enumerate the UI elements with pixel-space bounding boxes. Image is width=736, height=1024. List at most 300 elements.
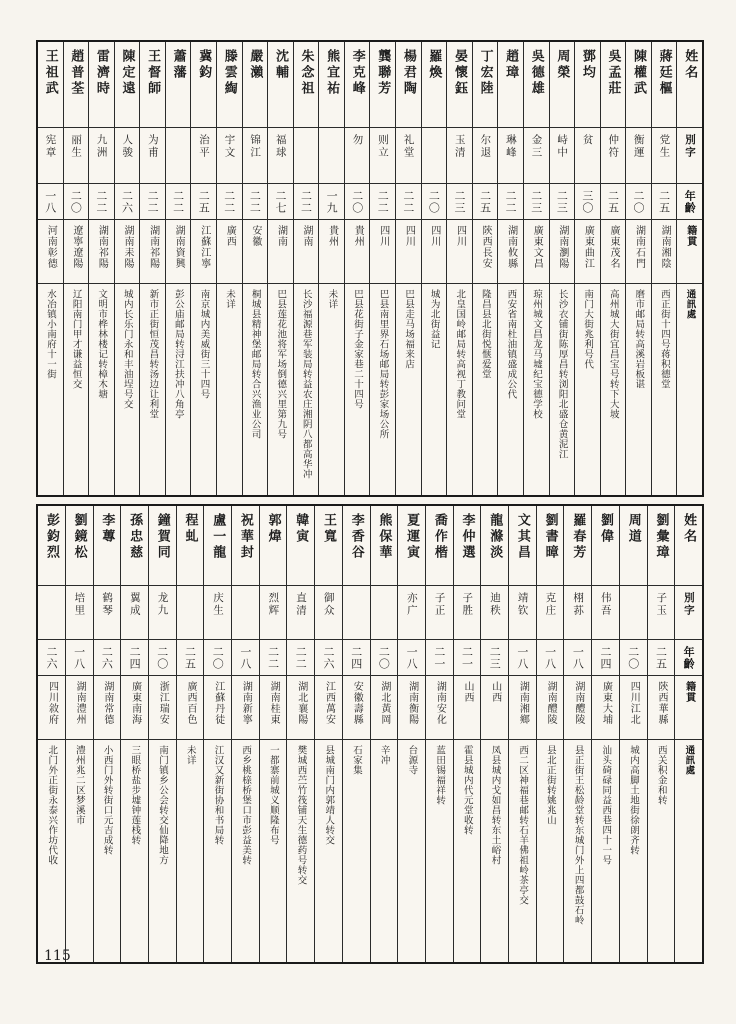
person-native-place: 湖南 (301, 225, 313, 247)
address-cell (319, 284, 344, 495)
name-cell (38, 506, 65, 586)
entry-column (574, 42, 600, 495)
name-cell (620, 506, 647, 586)
native-place-cell (564, 676, 591, 740)
address-cell (38, 284, 63, 495)
native-place-cell (121, 676, 148, 740)
name-cell (537, 506, 564, 586)
person-name: 吳德雄 (528, 49, 544, 97)
person-age: 二二 (266, 645, 280, 670)
entry-column (342, 506, 370, 962)
age-cell (149, 640, 176, 676)
person-age: 二四 (349, 645, 363, 670)
person-courtesy-name: 礼堂 (402, 134, 415, 159)
name-cell (422, 42, 447, 128)
person-age: 一八 (571, 645, 585, 670)
name-cell (575, 42, 600, 128)
address-cell (294, 284, 319, 495)
entry-column (93, 506, 121, 962)
address-cell (287, 740, 314, 962)
address-cell (447, 284, 472, 495)
person-address: 巴县花街子金家巷二十四号 (351, 289, 363, 409)
native-place-cell (315, 676, 342, 740)
entry-column (293, 42, 319, 495)
age-cell (64, 184, 89, 220)
person-native-place: 浙江瑞安 (157, 681, 169, 725)
age-cell (592, 640, 619, 676)
person-address: 小西门外转街口元吉成转 (101, 745, 113, 855)
header-age-cell (675, 640, 702, 676)
entry-column (203, 506, 231, 962)
native-place-cell (287, 676, 314, 740)
person-name: 蔣廷樞 (656, 49, 672, 97)
person-address: 台源寺 (406, 745, 418, 775)
person-courtesy-name: 锦江 (249, 134, 262, 159)
person-courtesy-name: 金三 (530, 134, 543, 159)
name-cell (294, 42, 319, 128)
courtesy-name-cell (422, 128, 447, 184)
person-native-place: 廣東大埔 (600, 681, 612, 725)
name-cell (140, 42, 165, 128)
native-place-cell (66, 676, 93, 740)
person-age: 二〇 (211, 645, 225, 670)
address-cell (315, 740, 342, 962)
courtesy-name-cell (454, 586, 481, 640)
person-age: 二五 (654, 645, 668, 670)
entry-column (38, 506, 65, 962)
person-native-place: 四川 (454, 225, 466, 247)
person-name: 喬作楷 (431, 513, 447, 561)
age-cell (345, 184, 370, 220)
roster-table-top (36, 40, 704, 497)
address-cell (343, 740, 370, 962)
person-address: 隆昌县北街悦惬爱堂 (479, 289, 491, 379)
entry-column (259, 506, 287, 962)
person-age: 二七 (273, 189, 287, 214)
address-cell (398, 740, 425, 962)
address-cell (140, 284, 165, 495)
address-cell (204, 740, 231, 962)
person-name: 楊君陶 (400, 49, 416, 97)
entry-column (523, 42, 549, 495)
person-native-place: 湖南澧州 (74, 681, 86, 725)
header-courtesy-cell (675, 586, 702, 640)
courtesy-name-cell (287, 586, 314, 640)
courtesy-name-cell (217, 128, 242, 184)
person-native-place: 遼寧遼陽 (70, 225, 82, 269)
person-address: 县北正街转姚兆山 (544, 745, 556, 825)
header-address-label: 通訊處 (683, 745, 695, 775)
person-age: 二二 (401, 189, 415, 214)
person-native-place: 安徽壽縣 (351, 681, 363, 725)
address-cell (217, 284, 242, 495)
age-cell (232, 640, 259, 676)
person-age: 二五 (478, 189, 492, 214)
name-cell (38, 42, 63, 128)
native-place-cell (140, 220, 165, 284)
person-age: 二五 (606, 189, 620, 214)
person-age: 一八 (515, 645, 529, 670)
entry-column (625, 42, 651, 495)
age-cell (38, 640, 65, 676)
person-name: 劉偉 (598, 513, 614, 545)
age-cell (473, 184, 498, 220)
entry-column (453, 506, 481, 962)
entry-column (165, 42, 191, 495)
native-place-cell (115, 220, 140, 284)
person-native-place: 廣東曲江 (582, 225, 594, 269)
courtesy-name-cell (550, 128, 575, 184)
native-place-cell (149, 676, 176, 740)
courtesy-name-cell (620, 586, 647, 640)
age-cell (115, 184, 140, 220)
name-cell (287, 506, 314, 586)
header-address-cell (675, 740, 702, 962)
header-address-cell (677, 284, 702, 495)
person-name: 吳孟莊 (605, 49, 621, 97)
courtesy-name-cell (191, 128, 216, 184)
person-age: 二〇 (427, 189, 441, 214)
address-cell (564, 740, 591, 962)
person-name: 李克峰 (349, 49, 365, 97)
person-courtesy-name: 尔退 (479, 134, 492, 159)
person-name: 郭煒 (265, 513, 281, 545)
person-address: 凤县城内戈如昌转东土峪村 (489, 745, 501, 865)
entry-column (318, 42, 344, 495)
person-native-place: 湖南石門 (633, 225, 645, 269)
person-address: 石家集 (350, 745, 362, 775)
native-place-cell (426, 676, 453, 740)
native-place-cell (243, 220, 268, 284)
person-courtesy-name: 为甫 (146, 134, 159, 159)
header-courtesy-label: 別字 (682, 592, 695, 617)
address-cell (537, 740, 564, 962)
person-name: 祝華封 (237, 513, 253, 561)
native-place-cell (396, 220, 421, 284)
name-cell (191, 42, 216, 128)
person-name: 王祖武 (42, 49, 58, 97)
person-address: 水冶镇小南府十一街 (45, 289, 56, 379)
person-name: 滕雲綯 (221, 49, 237, 97)
person-courtesy-name: 琳峰 (504, 134, 517, 159)
native-place-cell (620, 676, 647, 740)
courtesy-name-cell (204, 586, 231, 640)
person-native-place: 廣西百色 (184, 681, 196, 725)
person-name: 嚴瀨 (247, 49, 263, 81)
address-cell (121, 740, 148, 962)
age-cell (396, 184, 421, 220)
person-courtesy-name: 仲符 (607, 134, 620, 159)
courtesy-name-cell (315, 586, 342, 640)
person-courtesy-name: 亦广 (405, 592, 418, 617)
person-native-place: 貴州 (352, 225, 364, 247)
entry-column (148, 506, 176, 962)
header-address-label: 通訊處 (684, 289, 696, 319)
header-name-cell (677, 42, 702, 128)
person-name: 周道 (625, 513, 641, 545)
person-age: 二〇 (155, 645, 169, 670)
name-cell (371, 506, 398, 586)
person-native-place: 山西 (462, 681, 474, 703)
age-cell (243, 184, 268, 220)
person-courtesy-name: 栩荪 (572, 592, 585, 617)
person-address: 磨市邮局转高溪岩板谌 (633, 289, 645, 389)
entry-column (600, 42, 626, 495)
person-age: 二五 (183, 645, 197, 670)
age-cell (177, 640, 204, 676)
person-address: 高州城大街宜昌宝号转下大坡 (607, 289, 619, 419)
person-address: 北门外正街永泰兴作坊代收 (46, 745, 58, 865)
person-courtesy-name: 贫 (581, 134, 594, 147)
name-cell (524, 42, 549, 128)
courtesy-name-cell (398, 586, 425, 640)
name-cell (481, 506, 508, 586)
person-name: 王寬 (321, 513, 336, 545)
entry-column (549, 42, 575, 495)
entry-column (480, 506, 508, 962)
name-cell (64, 42, 89, 128)
name-cell (217, 42, 242, 128)
person-address: 巴县走马场福来店 (403, 289, 415, 369)
person-age: 一八 (43, 189, 57, 214)
entry-column (114, 42, 140, 495)
entry-column (425, 506, 453, 962)
native-place-cell (473, 220, 498, 284)
person-name: 劉書暲 (542, 513, 558, 561)
address-cell (66, 740, 93, 962)
person-native-place: 湖南湘鄉 (517, 681, 529, 725)
entry-column (344, 42, 370, 495)
native-place-cell (232, 676, 259, 740)
native-place-cell (343, 676, 370, 740)
person-age: 二二 (248, 189, 262, 214)
person-address: 北皇国岭邮局转高视丁教问堂 (454, 289, 466, 419)
person-courtesy-name: 伟吾 (599, 592, 612, 617)
native-place-cell (371, 676, 398, 740)
person-native-place: 四川江北 (628, 681, 640, 725)
age-cell (89, 184, 114, 220)
person-age: 二〇 (626, 645, 640, 670)
address-cell (191, 284, 216, 495)
person-courtesy-name: 丽生 (70, 134, 83, 159)
person-native-place: 湖南資興 (173, 225, 185, 269)
person-name: 羅煥 (426, 49, 442, 81)
person-age: 二一 (432, 645, 446, 670)
age-cell (217, 184, 242, 220)
native-place-cell (524, 220, 549, 284)
header-courtesy-cell (677, 128, 702, 184)
address-cell (268, 284, 293, 495)
name-cell (626, 42, 651, 128)
person-age: 一八 (238, 645, 252, 670)
address-cell (115, 284, 140, 495)
age-cell (454, 640, 481, 676)
person-courtesy-name: 鹤琴 (101, 592, 114, 617)
entry-column (216, 42, 242, 495)
entry-column (65, 506, 93, 962)
native-place-cell (550, 220, 575, 284)
person-age: 二三 (453, 189, 466, 214)
name-cell (652, 42, 677, 128)
native-place-cell (191, 220, 216, 284)
person-native-place: 廣西 (224, 225, 236, 247)
person-name: 蕭藩 (170, 49, 186, 81)
address-cell (345, 284, 370, 495)
person-name: 李蓴 (99, 513, 115, 545)
courtesy-name-cell (268, 128, 293, 184)
age-cell (66, 640, 93, 676)
person-address: 樊城西苎竹筏铺天生德药号转交 (295, 745, 307, 885)
native-place-cell (447, 220, 472, 284)
person-courtesy-name: 人骏 (121, 134, 134, 159)
courtesy-name-cell (345, 128, 370, 184)
person-courtesy-name: 宇文 (223, 134, 236, 159)
header-age-cell (677, 184, 702, 220)
person-name: 程虬 (182, 513, 198, 545)
name-cell (564, 506, 591, 586)
person-native-place: 湖南祁陽 (147, 225, 159, 269)
person-courtesy-name: 靖钦 (516, 592, 529, 617)
person-native-place: 湖南醴陵 (545, 681, 557, 725)
native-place-cell (626, 220, 651, 284)
person-address: 巴县莲花池将军场倒德兴里第九号 (275, 289, 287, 439)
person-courtesy-name: 宪章 (44, 134, 57, 159)
age-cell (294, 184, 319, 220)
header-courtesy-label: 別字 (683, 134, 696, 159)
person-age: 二〇 (632, 189, 646, 214)
courtesy-name-cell (524, 128, 549, 184)
courtesy-name-cell (601, 128, 626, 184)
header-native-place-cell (677, 220, 702, 284)
person-age: 二〇 (69, 189, 83, 214)
courtesy-name-cell (177, 586, 204, 640)
person-age: 二二 (94, 189, 108, 214)
person-courtesy-name: 衡運 (632, 134, 645, 159)
person-age: 一八 (405, 645, 419, 670)
person-name: 冀鈞 (196, 49, 212, 81)
person-native-place: 湖南桂東 (268, 681, 280, 725)
person-native-place: 江蘇江寧 (198, 225, 210, 269)
person-name: 韓寅 (293, 513, 309, 545)
name-cell (345, 42, 370, 128)
entry-column (563, 506, 591, 962)
age-cell (204, 640, 231, 676)
person-age: 二二 (299, 189, 313, 214)
entry-column (63, 42, 89, 495)
name-cell (315, 506, 342, 586)
person-native-place: 山西 (489, 681, 501, 703)
person-name: 朱念祖 (298, 49, 314, 97)
address-cell (396, 284, 421, 495)
native-place-cell (652, 220, 677, 284)
person-courtesy-name: 勿 (351, 134, 364, 147)
person-native-place: 四川 (377, 225, 389, 247)
name-cell (177, 506, 204, 586)
person-name: 鐘賀同 (154, 513, 170, 561)
courtesy-name-cell (652, 128, 677, 184)
person-address: 文明市桦林楼记转樟木塘 (96, 289, 108, 399)
entry-column (591, 506, 619, 962)
person-native-place: 陝西華縣 (655, 681, 667, 725)
person-age: 一九 (325, 189, 339, 214)
person-name: 彭鈞烈 (43, 513, 59, 561)
name-cell (398, 506, 425, 586)
age-cell (371, 640, 398, 676)
entry-column (176, 506, 204, 962)
courtesy-name-cell (498, 128, 523, 184)
header-column-bottom (674, 506, 702, 962)
person-age: 二六 (44, 645, 58, 670)
age-cell (652, 184, 677, 220)
address-cell (498, 284, 523, 495)
courtesy-name-cell (64, 128, 89, 184)
age-cell (524, 184, 549, 220)
address-cell (652, 284, 677, 495)
courtesy-name-cell (319, 128, 344, 184)
person-native-place: 江蘇丹徒 (212, 681, 224, 725)
courtesy-name-cell (370, 128, 395, 184)
entry-column (421, 42, 447, 495)
person-address: 县城南门内郭靖人转交 (323, 745, 335, 845)
person-address: 西安省南杜油镇盛成公代 (505, 289, 517, 399)
address-cell (232, 740, 259, 962)
native-place-cell (648, 676, 675, 740)
address-cell (371, 740, 398, 962)
name-cell (260, 506, 287, 586)
courtesy-name-cell (575, 128, 600, 184)
person-age: 二二 (376, 189, 390, 214)
header-native-place-label: 籍貫 (684, 225, 696, 247)
person-name: 周榮 (554, 49, 570, 81)
courtesy-name-cell (447, 128, 472, 184)
age-cell (191, 184, 216, 220)
entry-column (619, 506, 647, 962)
courtesy-name-cell (371, 586, 398, 640)
native-place-cell (319, 220, 344, 284)
header-age-label: 年齡 (683, 189, 697, 214)
person-native-place: 湖南耒陽 (121, 225, 133, 269)
age-cell (537, 640, 564, 676)
person-age: 二三 (555, 189, 569, 214)
age-cell (564, 640, 591, 676)
name-cell (601, 42, 626, 128)
entry-column (88, 42, 114, 495)
address-cell (94, 740, 121, 962)
person-courtesy-name: 庆生 (211, 592, 224, 617)
name-cell (370, 42, 395, 128)
page-number: 115 (44, 948, 71, 964)
courtesy-name-cell (426, 586, 453, 640)
person-age: 三〇 (580, 189, 594, 214)
age-cell (447, 184, 472, 220)
person-address: 南门大街兆利号代 (582, 289, 594, 369)
person-native-place: 四川敘府 (46, 681, 58, 725)
person-native-place: 四川 (428, 225, 440, 247)
courtesy-name-cell (94, 586, 121, 640)
person-address: 城内长乐门永和丰油埕号交 (121, 289, 133, 409)
native-place-cell (398, 676, 425, 740)
entry-column (231, 506, 259, 962)
native-place-cell (204, 676, 231, 740)
name-cell (204, 506, 231, 586)
name-cell (319, 42, 344, 128)
name-cell (426, 506, 453, 586)
person-courtesy-name: 则立 (377, 134, 390, 159)
age-cell (550, 184, 575, 220)
name-cell (94, 506, 121, 586)
courtesy-name-cell (592, 586, 619, 640)
person-address: 辽阳南门甲才谦益恒交 (70, 289, 82, 389)
